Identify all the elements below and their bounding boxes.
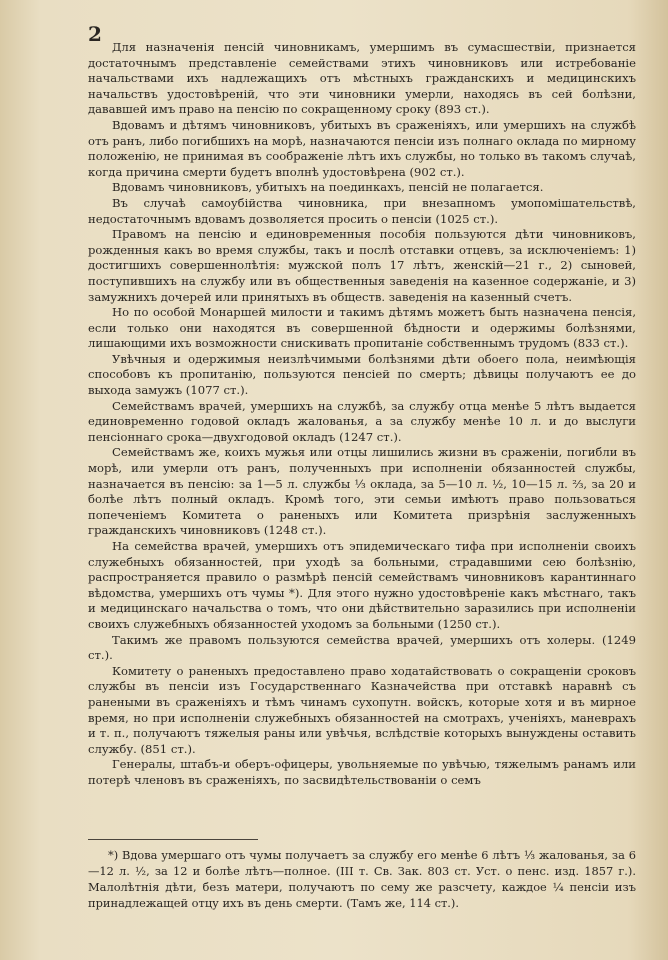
paragraph: На семейства врачей, умершихъ отъ эпидемическаго тифа при исполненіи своихъ служебныхъ обязанностей, при уходѣ за больными, страдавшими сею болѣзнію, распространяется правило о размѣрѣ пенсій семействамъ чиновниковъ карантиннаго вѣдомства, умершихъ отъ чумы *). Для этого нужно удостовѣреніе какъ мѣстнаго, такъ и медицинскаго начальства о томъ, что они дѣйствительно заразились при исполненіи своихъ служебныхъ обязанностей уходомъ за больными (1250 ст.). <box>88 539 636 631</box>
page-number: 2 <box>88 22 102 46</box>
paragraph: Увѣчныя и одержимыя неизлѣчимыми болѣзнями дѣти обоего пола, неимѣющія способовъ къ пропитанію, пользуются пенсіей по смерть; дѣвицы получаютъ ее до выхода замужъ (1077 ст.). <box>88 351 636 398</box>
paragraph: Для назначенія пенсій чиновникамъ, умершимъ въ сумасшествіи, признается достаточнымъ представленіе семействами этихъ чиновниковъ или истребованіе начальствами ихъ надлежащихъ отъ мѣстныхъ гражданскихъ и медицинскихъ начальствъ удостовѣреній, что эти чиновники умерли, находясь въ сей болѣзни, дававшей имъ право на пенсію по сокращенному сроку (893 ст.). <box>88 40 636 117</box>
paragraph: Въ случаѣ самоубійства чиновника, при внезапномъ умопомішательствѣ, недостаточнымъ вдовамъ дозволяется просить о пенсіи (1025 ст.). <box>88 195 636 226</box>
paragraph: Такимъ же правомъ пользуются семейства врачей, умершихъ отъ холеры. (1249 ст.). <box>88 632 636 663</box>
paragraph: Но по особой Монаршей милости и такимъ дѣтямъ можетъ быть назначена пенсія, если только они находятся въ совершенной бѣдности и одержимы болѣзнями, лишающими ихъ возможности снискивать пропитаніе собственнымъ трудомъ (833 ст.). <box>88 305 636 351</box>
paragraph: Генералы, штабъ-и оберъ-офицеры, увольняемые по увѣчью, тяжелымъ ранамъ или потерѣ членовъ въ сраженіяхъ, по засвидѣтельствованіи о семъ <box>88 757 636 787</box>
paragraph: Правомъ на пенсію и единовременныя пособія пользуются дѣти чиновниковъ, рожденныя какъ во время службы, такъ и послѣ отставки отцевъ, за исключеніемъ: 1) достигшихъ совершеннолѣтія: мужской полъ 17 лѣтъ, женскій—21 г., 2) сыновей, поступившихъ на службу или въ общественныя заведенія на казенное содержаніе, и 3) замужнихъ дочерей или принятыхъ въ обществ. заведенія на казенный счетъ. <box>88 227 636 304</box>
paragraph: Комитету о раненыхъ предоставлено право ходатайствовать о сокращеніи сроковъ службы въ пенсіи изъ Государственнаго Казначейства при отставкѣ наравнѣ съ ранеными въ сраженіяхъ и тѣмъ чинамъ сухопутн. войскъ, которые хотя и въ мирное время, но при исполненіи служебныхъ обязанностей на смотрахъ, ученіяхъ, маневрахъ и т. п., получаютъ тяжелыя раны или увѣчья, вслѣдствіе которыхъ вынуждены оставить службу. (851 ст.). <box>88 663 636 756</box>
footnote-text: *) Вдова умершаго отъ чумы получаетъ за службу его менѣе 6 лѣтъ ⅓ жалованья, за 6—12 л. ½, за 12 и болѣе лѣтъ—полное. (III т. Св. Зак. 803 ст. Уст. о пенс. изд. 1857 г.). Малолѣтнія дѣти, безъ матери, получаютъ по сему же разсчету, каждое ¼ пенсіи изъ принадлежащей отцу ихъ въ день смерти. (Тамъ же, 114 ст.). <box>88 848 636 910</box>
body-text <box>88 40 636 789</box>
paragraph: Вдовамъ и дѣтямъ чиновниковъ, убитыхъ въ сраженіяхъ, или умершихъ на службѣ отъ ранъ, либо погибшихъ на морѣ, назначаются пенсіи изъ полнаго оклада по мирному положенію, не принимая въ соображеніе лѣтъ ихъ службы, но только въ такомъ случаѣ, когда причина смерти будетъ вполнѣ удостовѣрена (902 ст.). <box>88 117 636 179</box>
paragraph: Семействамъ врачей, умершихъ на службѣ, за службу отца менѣе 5 лѣтъ выдается единовременно годовой окладъ жалованья, а за службу менѣе 10 л. и до выслуги пенсіоннаго срока—двухгодовой окладъ (1247 ст.). <box>88 398 636 444</box>
footnote <box>88 847 636 911</box>
paragraph: Семействамъ же, коихъ мужья или отцы лишились жизни въ сраженіи, погибли въ морѣ, или умерли отъ ранъ, полученныхъ при исполненіи обязанностей службы, назначается въ пенсію: за 1—5 л. службы ⅓ оклада, за 5—10 л. ½, 10—15 л. ⅔, за 20 и болѣе лѣтъ полный окладъ. Кромѣ того, эти семьи имѣютъ право пользоваться попеченіемъ Комитета о раненыхъ или Комитета призрѣнія заслуженныхъ гражданскихъ чиновниковъ (1248 ст.). <box>88 445 636 538</box>
paragraph: Вдовамъ чиновниковъ, убитыхъ на поединкахъ, пенсій не полагается. <box>112 180 544 195</box>
footnote-separator <box>88 839 258 840</box>
